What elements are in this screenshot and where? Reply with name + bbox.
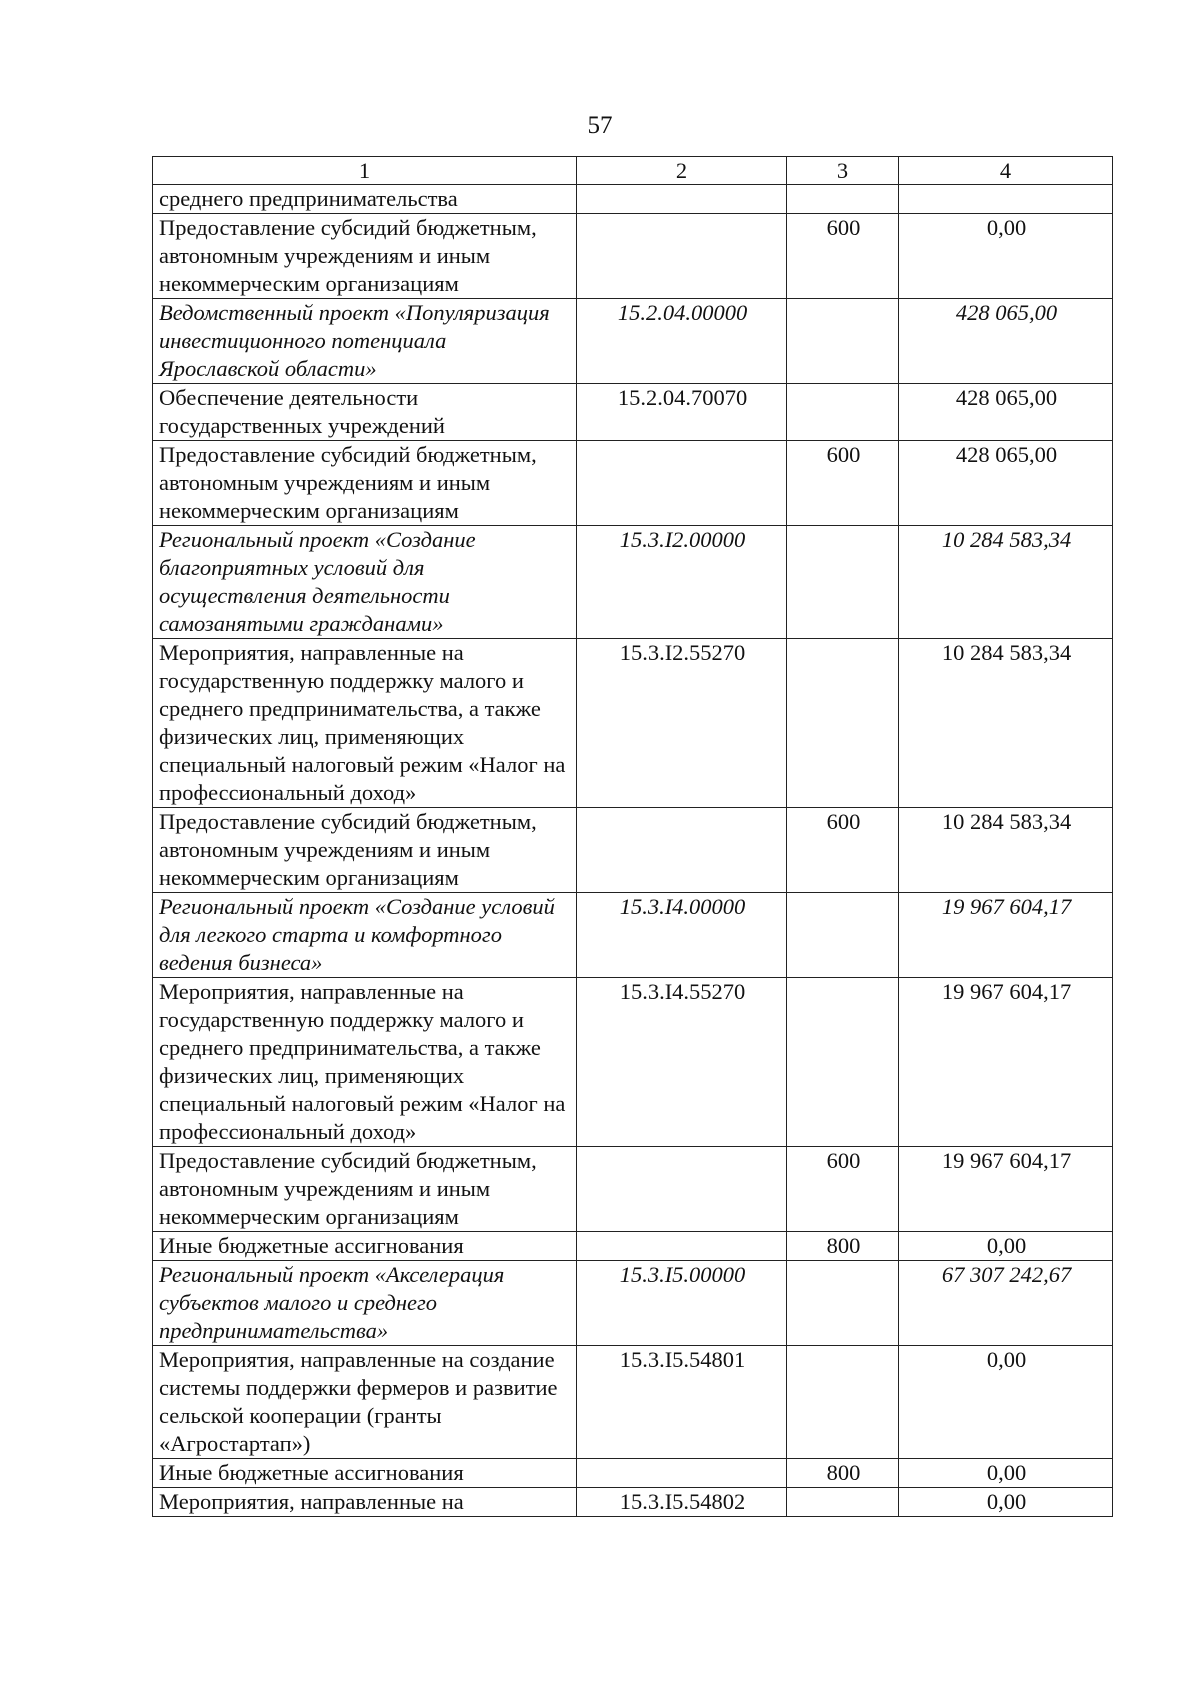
row-name-cell: Ведомственный проект «Популяризация инвестиционного потенциала Ярославской области» <box>153 299 577 384</box>
row-code-cell: 15.3.I5.54801 <box>577 1346 787 1459</box>
table-row <box>153 1346 1113 1459</box>
row-amount-cell: 10 284 583,34 <box>899 526 1113 639</box>
table-row <box>153 1459 1113 1488</box>
row-name-cell: Иные бюджетные ассигнования <box>153 1232 577 1261</box>
row-code-cell: 15.2.04.00000 <box>577 299 787 384</box>
row-type-cell <box>787 978 899 1147</box>
row-code-cell: 15.3.I5.00000 <box>577 1261 787 1346</box>
row-amount-cell: 428 065,00 <box>899 384 1113 441</box>
row-code-cell <box>577 808 787 893</box>
table-row <box>153 214 1113 299</box>
table-row <box>153 526 1113 639</box>
row-amount-cell: 0,00 <box>899 1459 1113 1488</box>
row-code-cell <box>577 1459 787 1488</box>
row-name-cell: Мероприятия, направленные на государственную поддержку малого и среднего предпринимательства, а также физических лиц, применяющих специальный налоговый режим «Налог на профессиональный доход» <box>153 978 577 1147</box>
table-row <box>153 639 1113 808</box>
row-name-cell: Региональный проект «Создание благоприятных условий для осуществления деятельности самозанятыми гражданами» <box>153 526 577 639</box>
header-col-4: 4 <box>899 157 1113 185</box>
row-type-cell: 600 <box>787 808 899 893</box>
row-code-cell: 15.3.I2.00000 <box>577 526 787 639</box>
table-row <box>153 441 1113 526</box>
row-name-cell: Мероприятия, направленные на создание системы поддержки фермеров и развитие сельской кооперации (гранты «Агростартап») <box>153 1346 577 1459</box>
row-amount-cell: 10 284 583,34 <box>899 808 1113 893</box>
row-name-cell: Мероприятия, направленные на <box>153 1488 577 1517</box>
row-amount-cell <box>899 185 1113 214</box>
row-amount-cell: 67 307 242,67 <box>899 1261 1113 1346</box>
row-type-cell <box>787 185 899 214</box>
row-name-cell: Иные бюджетные ассигнования <box>153 1459 577 1488</box>
row-amount-cell: 19 967 604,17 <box>899 893 1113 978</box>
table-header <box>153 157 1113 185</box>
header-row <box>153 157 1113 185</box>
row-amount-cell: 428 065,00 <box>899 299 1113 384</box>
table-row <box>153 1261 1113 1346</box>
row-name-cell: Предоставление субсидий бюджетным, автономным учреждениям и иным некоммерческим организациям <box>153 808 577 893</box>
row-name-cell: Мероприятия, направленные на государственную поддержку малого и среднего предпринимательства, а также физических лиц, применяющих специальный налоговый режим «Налог на профессиональный доход» <box>153 639 577 808</box>
table-row <box>153 384 1113 441</box>
row-code-cell: 15.3.I2.55270 <box>577 639 787 808</box>
row-amount-cell: 19 967 604,17 <box>899 978 1113 1147</box>
row-code-cell <box>577 1147 787 1232</box>
header-col-3: 3 <box>787 157 899 185</box>
row-code-cell <box>577 1232 787 1261</box>
row-name-cell: Обеспечение деятельности государственных учреждений <box>153 384 577 441</box>
row-type-cell <box>787 384 899 441</box>
table-row <box>153 1232 1113 1261</box>
row-type-cell <box>787 299 899 384</box>
row-name-cell: Региональный проект «Акселерация субъектов малого и среднего предпринимательства» <box>153 1261 577 1346</box>
row-code-cell <box>577 441 787 526</box>
row-name-cell: Предоставление субсидий бюджетным, автономным учреждениям и иным некоммерческим организациям <box>153 1147 577 1232</box>
row-code-cell: 15.2.04.70070 <box>577 384 787 441</box>
header-col-1: 1 <box>153 157 577 185</box>
row-code-cell <box>577 214 787 299</box>
row-type-cell <box>787 893 899 978</box>
row-type-cell <box>787 1261 899 1346</box>
row-code-cell <box>577 185 787 214</box>
row-type-cell <box>787 1488 899 1517</box>
row-amount-cell: 0,00 <box>899 1232 1113 1261</box>
row-amount-cell: 10 284 583,34 <box>899 639 1113 808</box>
row-code-cell: 15.3.I4.00000 <box>577 893 787 978</box>
table-row <box>153 808 1113 893</box>
table-row <box>153 1488 1113 1517</box>
table-row <box>153 978 1113 1147</box>
row-type-cell: 600 <box>787 214 899 299</box>
row-type-cell: 800 <box>787 1232 899 1261</box>
row-type-cell: 600 <box>787 441 899 526</box>
row-code-cell: 15.3.I4.55270 <box>577 978 787 1147</box>
table-row <box>153 185 1113 214</box>
budget-table <box>152 156 1113 1517</box>
table-row <box>153 1147 1113 1232</box>
row-amount-cell: 0,00 <box>899 1346 1113 1459</box>
row-amount-cell: 0,00 <box>899 1488 1113 1517</box>
table-row <box>153 893 1113 978</box>
header-col-2: 2 <box>577 157 787 185</box>
row-type-cell <box>787 1346 899 1459</box>
row-name-cell: среднего предпринимательства <box>153 185 577 214</box>
row-name-cell: Предоставление субсидий бюджетным, автономным учреждениям и иным некоммерческим организациям <box>153 441 577 526</box>
row-amount-cell: 0,00 <box>899 214 1113 299</box>
row-name-cell: Предоставление субсидий бюджетным, автономным учреждениям и иным некоммерческим организациям <box>153 214 577 299</box>
row-name-cell: Региональный проект «Создание условий для легкого старта и комфортного ведения бизнеса» <box>153 893 577 978</box>
table-body <box>153 185 1113 1517</box>
row-type-cell <box>787 526 899 639</box>
table-row <box>153 299 1113 384</box>
row-type-cell <box>787 639 899 808</box>
row-type-cell: 800 <box>787 1459 899 1488</box>
row-code-cell: 15.3.I5.54802 <box>577 1488 787 1517</box>
row-amount-cell: 428 065,00 <box>899 441 1113 526</box>
page-number: 57 <box>587 112 613 139</box>
row-type-cell: 600 <box>787 1147 899 1232</box>
row-amount-cell: 19 967 604,17 <box>899 1147 1113 1232</box>
